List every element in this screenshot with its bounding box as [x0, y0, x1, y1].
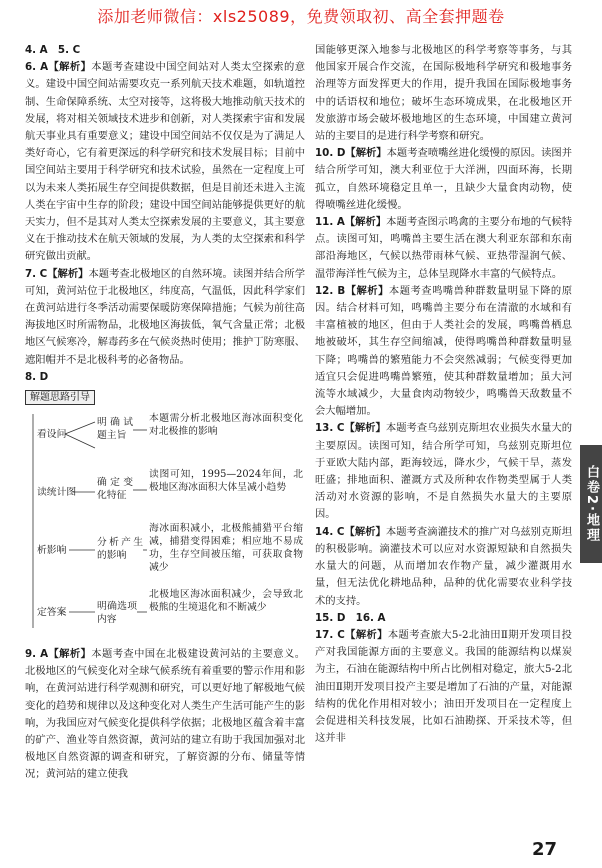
question-6: 6. A【解析】本题考查建设中国空间站对人类太空探索的意义。建设中国空间站需要攻克一系列航天技术难题，如轨道控制、生命保障系统、太空对接等，这将极大地推动航天技术的发展，将对相关领域技术进步和创新，对人类探索宇宙和发展航天事业具有重要意义；建设中国空间站不仅仅是为了满足人类好奇心，它有着更深远的科学研究和技术发展目标；目前中国空间站主要用于科学研究和技术试验，虽然在一定程度上可以为未来人类拓展生存空间提供数据，但是目前还未进入主流人类在宇宙中生存的阶段；建设中国空间站能够提供更好的航天实力，但不是其对人类太空探索发展的主要意义，其主要意义在于推动技术在航天领域的发展，为人类的太空探索和科学研究做出贡献。	[25, 61, 305, 263]
diagram-title: 解题思路引导	[25, 390, 95, 405]
step-read-chart: 读统计图	[37, 487, 77, 499]
page-number: 27	[531, 839, 557, 860]
watermark-banner: 添加老师微信：xls25089，免费领取初、高全套押题卷	[97, 7, 505, 26]
question-12: 12. B【解析】本题考查鸣嘴兽种群数量明显下降的原因。结合材料可知，鸣嘴兽主要分布在清澈的水域和有丰富植被的地区，但由于人类社会的发展，鸣嘴兽栖息地被破坏，其生存空间缩减，使得鸣嘴兽种群数量明显下降；鸣嘴兽的繁殖能力不会突然减弱；气候变得更加适宜只会促进鸣嘴兽繁殖，使其种群数量增加；虽大河流等水域减少，大量食肉动物较少，鸣嘴兽天敌数量不会大幅增加。	[315, 284, 573, 418]
mid-clarify-theme: 明确试题主旨	[97, 417, 133, 442]
right-column	[315, 42, 572, 747]
mid-change-feature: 确定变化特征	[97, 477, 133, 502]
question-13: 13. C【解析】本题考查乌兹别克斯坦农业损失水量大的主要原因。读图可知，结合所学可知，乌兹别克斯坦位于亚欧大陆内部，距海较远，降水少，气候干旱，蒸发旺盛；排地面积、灌溉方式及所种农作物类型属于人类活动对水资源的影响，不是自然损失水量大的主要原因。	[315, 422, 572, 521]
result-conclusion: 北极地区海冰面积减少，会导致北极熊的生境退化和不断减少	[149, 589, 303, 614]
answer-4-5: 4. A 5. C	[25, 44, 81, 56]
solution-flow-diagram	[25, 390, 305, 640]
result-impact: 海冰面积减小，北极熊捕猎平台缩减，捕猎变得困难；相应地不易成功，生存空间被压缩，可获取食物减少	[149, 523, 303, 574]
answer-15-16: 15. D 16. A	[315, 611, 386, 624]
step-analyze-impact: 析影响	[37, 545, 67, 557]
section-side-tab: 白卷2·地理	[580, 445, 602, 563]
question-9-continued: 国能够更深入地参与北极地区的科学考察等事务，与其他国家开展合作交流，在国际极地科学研究和极地事务治理等方面发挥更大的作用，提升我国在国际极地事务中的话语权和地位；破坏生态环境成果，在北极地区开发旅游市场会破坏极地地区的生态环境，中国建立黄河站的主要目的是进行科学考察和研究。	[315, 44, 572, 143]
step-determine-answer: 定答案	[37, 607, 67, 619]
result-trend: 读图可知，1995—2024年间，北极地区海冰面积大体呈减小趋势	[149, 469, 303, 494]
result-theme: 本题需分析北极地区海冰面积变化对北极推的影响	[149, 413, 303, 438]
mid-analyze-effect: 分析产生的影响	[97, 537, 143, 562]
left-column	[25, 42, 305, 784]
step-read-question: 看设问	[37, 429, 67, 441]
question-14: 14. C【解析】本题考查滴灌技术的推广对乌兹别克斯坦的积极影响。滴灌技术可以应对水资源短缺和自然损失水量大的问题，从而增加农作物产量，减少灌溉用水量，但无法优化耕地品种，品种的优化需要农业科学技术的支持。	[315, 525, 572, 607]
mid-option-content: 明确选项内容	[97, 601, 137, 626]
question-7: 7. C【解析】本题考查北极地区的自然环境。读图并结合所学可知，黄河站位于北极地区，纬度高，气温低，因此科学家们在黄河站进行冬季活动需要保暖防寒保障措施；气候为前往高海拔地区时所需物品，北极地区海拔低，氧气含量正常；北极地区气候寒冷，解毒药多在气候炎热时使用；推护丁防寒服、遮阳帽并不是北极科考的必备物品。	[25, 267, 306, 366]
question-10: 10. D【解析】本题考查喷嘴丝进化缓慢的原因。读图并结合所学可知，澳大利亚位于大洋洲，四面环海，长期孤立，自然环境稳定且单一，且缺少大量食肉动物，使得喷嘴丝进化缓慢。	[315, 147, 573, 211]
question-17: 17. C【解析】本题考查旅大5-2北油田Ⅱ期开发项目投产对我国能源方面的主要意义。我国的能源结构以煤炭为主，石油在能源结构中所占比例相对稳定，旅大5-2北油田Ⅱ期开发项目投产主要是增加了石油的产量，对能源结构的优化作用相对较小；油田开发项目在一定程度上会促进相关科技发展，比如石油勘探、开采技术等，但这并非	[315, 628, 572, 745]
question-9: 9. A【解析】本题考查中国在北极建设黄河站的主要意义。北极地区的气候变化对全球气候系统有着重要的警示作用和影响，在黄河站进行科学观测和研究，可以更好地了解极地气候变化的趋势和规律以及这种变化对人类生产生活可能产生的影响，为我国应对气候变化提供科学依据；北极地区蕴含着丰富的矿产、渔业等自然资源，黄河站的建立有助于我国加强对北极地区自然资源的调查和研究，了解资源的分布、储量等情况；黄河站的建立使我	[25, 648, 305, 781]
answer-8: 8. D	[25, 370, 49, 383]
question-11: 11. A【解析】本题考查图示鸣禽的主要分布地的气候特点。读图可知，鸣嘴兽主要生活在澳大利亚东部和东南部沿海地区，气候以热带雨林气候、亚热带湿润气候、温带海洋性气候为主，总体呈现降水丰富的气候特点。	[315, 216, 573, 280]
